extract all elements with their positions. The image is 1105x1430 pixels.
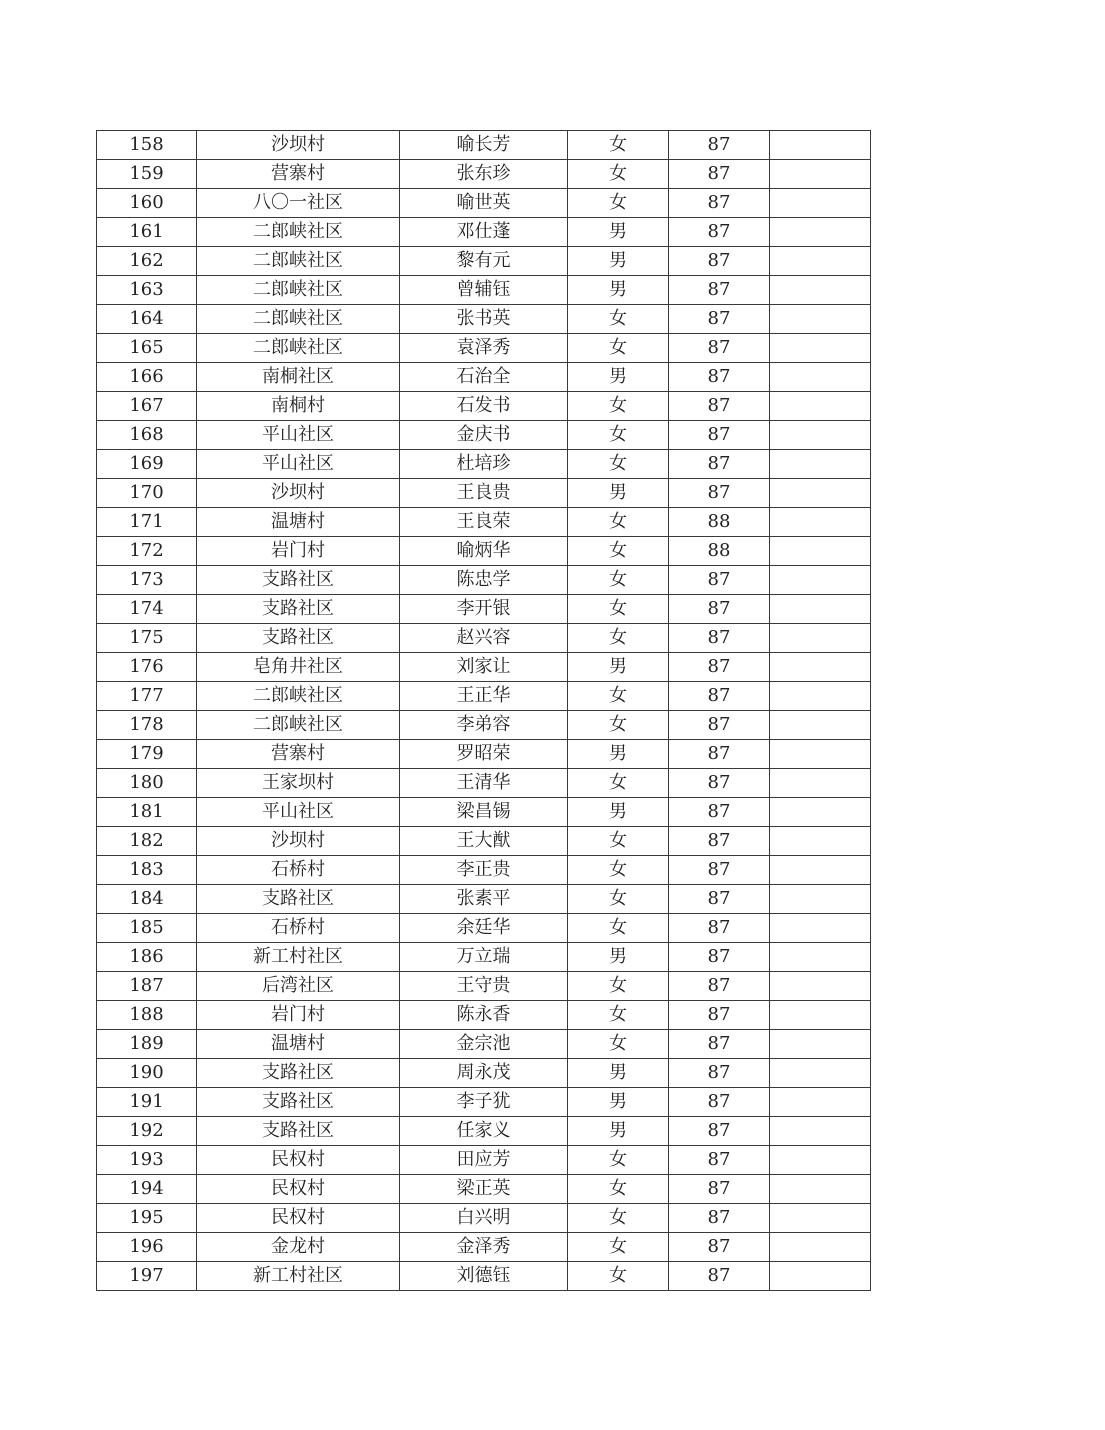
row-number-cell: 181 [97,798,197,827]
row-number-cell: 173 [97,566,197,595]
remarks-cell [770,1001,871,1030]
remarks-cell [770,943,871,972]
row-number-cell: 185 [97,914,197,943]
person-name-cell: 张书英 [400,305,568,334]
row-number-cell: 180 [97,769,197,798]
row-number-cell: 164 [97,305,197,334]
row-number-cell: 194 [97,1175,197,1204]
community-cell: 南桐社区 [197,363,400,392]
table-row [97,1088,871,1117]
person-name-cell: 田应芳 [400,1146,568,1175]
gender-cell: 女 [568,305,669,334]
remarks-cell [770,189,871,218]
gender-cell: 女 [568,914,669,943]
remarks-cell [770,1117,871,1146]
table-row [97,189,871,218]
person-name-cell: 石发书 [400,392,568,421]
community-cell: 二郎峡社区 [197,334,400,363]
remarks-cell [770,421,871,450]
row-number-cell: 161 [97,218,197,247]
table-row [97,276,871,305]
person-name-cell: 邓仕蓬 [400,218,568,247]
remarks-cell [770,131,871,160]
table-row [97,827,871,856]
community-cell: 民权村 [197,1204,400,1233]
community-cell: 二郎峡社区 [197,218,400,247]
person-name-cell: 万立瑞 [400,943,568,972]
table-row [97,421,871,450]
remarks-cell [770,653,871,682]
table-row [97,334,871,363]
row-number-cell: 191 [97,1088,197,1117]
person-name-cell: 罗昭荣 [400,740,568,769]
row-number-cell: 188 [97,1001,197,1030]
gender-cell: 女 [568,131,669,160]
person-name-cell: 王守贵 [400,972,568,1001]
person-name-cell: 赵兴容 [400,624,568,653]
community-cell: 二郎峡社区 [197,305,400,334]
row-number-cell: 159 [97,160,197,189]
row-number-cell: 176 [97,653,197,682]
age-cell: 87 [669,1088,770,1117]
remarks-cell [770,624,871,653]
age-cell: 87 [669,334,770,363]
table-row [97,769,871,798]
table-row [97,914,871,943]
community-cell: 民权村 [197,1175,400,1204]
gender-cell: 女 [568,624,669,653]
remarks-cell [770,276,871,305]
person-name-cell: 王正华 [400,682,568,711]
age-cell: 87 [669,769,770,798]
table-row [97,508,871,537]
community-cell: 二郎峡社区 [197,682,400,711]
person-name-cell: 周永茂 [400,1059,568,1088]
row-number-cell: 196 [97,1233,197,1262]
remarks-cell [770,508,871,537]
gender-cell: 男 [568,363,669,392]
gender-cell: 男 [568,247,669,276]
row-number-cell: 179 [97,740,197,769]
row-number-cell: 183 [97,856,197,885]
table-row [97,247,871,276]
gender-cell: 女 [568,595,669,624]
remarks-cell [770,711,871,740]
gender-cell: 男 [568,798,669,827]
community-cell: 支路社区 [197,624,400,653]
remarks-cell [770,479,871,508]
row-number-cell: 192 [97,1117,197,1146]
remarks-cell [770,1262,871,1291]
gender-cell: 女 [568,508,669,537]
age-cell: 87 [669,392,770,421]
table-row [97,682,871,711]
roster-body [97,131,871,1291]
table-row [97,1030,871,1059]
community-cell: 新工村社区 [197,1262,400,1291]
gender-cell: 女 [568,450,669,479]
person-name-cell: 金庆书 [400,421,568,450]
age-cell: 87 [669,479,770,508]
table-row [97,1059,871,1088]
remarks-cell [770,1175,871,1204]
community-cell: 平山社区 [197,450,400,479]
remarks-cell [770,856,871,885]
community-cell: 营寨村 [197,740,400,769]
row-number-cell: 186 [97,943,197,972]
person-name-cell: 白兴明 [400,1204,568,1233]
row-number-cell: 187 [97,972,197,1001]
age-cell: 87 [669,1117,770,1146]
gender-cell: 男 [568,479,669,508]
community-cell: 新工村社区 [197,943,400,972]
person-name-cell: 张素平 [400,885,568,914]
remarks-cell [770,769,871,798]
community-cell: 二郎峡社区 [197,276,400,305]
row-number-cell: 162 [97,247,197,276]
row-number-cell: 190 [97,1059,197,1088]
gender-cell: 男 [568,276,669,305]
age-cell: 87 [669,218,770,247]
table-row [97,798,871,827]
remarks-cell [770,566,871,595]
table-row [97,1233,871,1262]
table-row [97,131,871,160]
table-row [97,1146,871,1175]
table-row [97,479,871,508]
gender-cell: 男 [568,1117,669,1146]
community-cell: 岩门村 [197,537,400,566]
table-row [97,305,871,334]
row-number-cell: 193 [97,1146,197,1175]
community-cell: 民权村 [197,1146,400,1175]
community-cell: 支路社区 [197,566,400,595]
age-cell: 87 [669,682,770,711]
row-number-cell: 163 [97,276,197,305]
age-cell: 87 [669,189,770,218]
row-number-cell: 158 [97,131,197,160]
age-cell: 87 [669,247,770,276]
row-number-cell: 168 [97,421,197,450]
gender-cell: 女 [568,421,669,450]
remarks-cell [770,218,871,247]
community-cell: 二郎峡社区 [197,247,400,276]
person-name-cell: 王良荣 [400,508,568,537]
remarks-cell [770,740,871,769]
community-cell: 八〇一社区 [197,189,400,218]
gender-cell: 男 [568,943,669,972]
row-number-cell: 177 [97,682,197,711]
age-cell: 87 [669,1001,770,1030]
table-row [97,566,871,595]
age-cell: 87 [669,711,770,740]
table-row [97,653,871,682]
row-number-cell: 182 [97,827,197,856]
table-row [97,537,871,566]
age-cell: 87 [669,885,770,914]
community-cell: 支路社区 [197,595,400,624]
gender-cell: 女 [568,711,669,740]
person-name-cell: 梁正英 [400,1175,568,1204]
remarks-cell [770,160,871,189]
age-cell: 87 [669,798,770,827]
gender-cell: 男 [568,653,669,682]
row-number-cell: 195 [97,1204,197,1233]
remarks-cell [770,885,871,914]
table-row [97,595,871,624]
person-name-cell: 李开银 [400,595,568,624]
person-name-cell: 喻长芳 [400,131,568,160]
roster-table [96,130,871,1291]
age-cell: 87 [669,566,770,595]
age-cell: 87 [669,943,770,972]
age-cell: 87 [669,972,770,1001]
row-number-cell: 178 [97,711,197,740]
person-name-cell: 余廷华 [400,914,568,943]
age-cell: 87 [669,363,770,392]
table-row [97,1204,871,1233]
table-row [97,1001,871,1030]
table-row [97,392,871,421]
community-cell: 温塘村 [197,1030,400,1059]
person-name-cell: 曾辅钰 [400,276,568,305]
age-cell: 87 [669,856,770,885]
gender-cell: 女 [568,1204,669,1233]
person-name-cell: 喻炳华 [400,537,568,566]
table-row [97,972,871,1001]
gender-cell: 男 [568,218,669,247]
age-cell: 87 [669,624,770,653]
table-row [97,943,871,972]
gender-cell: 女 [568,1262,669,1291]
remarks-cell [770,1204,871,1233]
community-cell: 支路社区 [197,885,400,914]
community-cell: 王家坝村 [197,769,400,798]
row-number-cell: 175 [97,624,197,653]
community-cell: 支路社区 [197,1117,400,1146]
age-cell: 87 [669,276,770,305]
age-cell: 87 [669,595,770,624]
table-row [97,160,871,189]
person-name-cell: 喻世英 [400,189,568,218]
person-name-cell: 杜培珍 [400,450,568,479]
table-row [97,740,871,769]
gender-cell: 男 [568,740,669,769]
row-number-cell: 171 [97,508,197,537]
remarks-cell [770,305,871,334]
row-number-cell: 189 [97,1030,197,1059]
community-cell: 二郎峡社区 [197,711,400,740]
person-name-cell: 李正贵 [400,856,568,885]
community-cell: 平山社区 [197,421,400,450]
person-name-cell: 梁昌锡 [400,798,568,827]
community-cell: 后湾社区 [197,972,400,1001]
gender-cell: 女 [568,1146,669,1175]
gender-cell: 女 [568,1175,669,1204]
person-name-cell: 金泽秀 [400,1233,568,1262]
age-cell: 87 [669,421,770,450]
gender-cell: 女 [568,769,669,798]
community-cell: 沙坝村 [197,131,400,160]
person-name-cell: 陈忠学 [400,566,568,595]
table-row [97,450,871,479]
row-number-cell: 172 [97,537,197,566]
gender-cell: 女 [568,827,669,856]
age-cell: 87 [669,914,770,943]
age-cell: 87 [669,1262,770,1291]
gender-cell: 女 [568,1030,669,1059]
remarks-cell [770,334,871,363]
table-row [97,856,871,885]
age-cell: 87 [669,653,770,682]
person-name-cell: 张东珍 [400,160,568,189]
remarks-cell [770,798,871,827]
gender-cell: 女 [568,537,669,566]
table-row [97,1262,871,1291]
community-cell: 支路社区 [197,1059,400,1088]
age-cell: 87 [669,1146,770,1175]
row-number-cell: 174 [97,595,197,624]
gender-cell: 女 [568,856,669,885]
remarks-cell [770,827,871,856]
age-cell: 88 [669,537,770,566]
person-name-cell: 李弟容 [400,711,568,740]
remarks-cell [770,914,871,943]
table-row [97,218,871,247]
table-row [97,1175,871,1204]
table-row [97,624,871,653]
community-cell: 支路社区 [197,1088,400,1117]
person-name-cell: 袁泽秀 [400,334,568,363]
remarks-cell [770,1030,871,1059]
remarks-cell [770,595,871,624]
age-cell: 87 [669,1059,770,1088]
row-number-cell: 165 [97,334,197,363]
gender-cell: 女 [568,1001,669,1030]
gender-cell: 女 [568,682,669,711]
community-cell: 沙坝村 [197,827,400,856]
remarks-cell [770,972,871,1001]
remarks-cell [770,1233,871,1262]
age-cell: 87 [669,305,770,334]
table-row [97,363,871,392]
community-cell: 温塘村 [197,508,400,537]
row-number-cell: 170 [97,479,197,508]
community-cell: 岩门村 [197,1001,400,1030]
person-name-cell: 陈永香 [400,1001,568,1030]
gender-cell: 女 [568,392,669,421]
age-cell: 87 [669,1233,770,1262]
age-cell: 87 [669,450,770,479]
row-number-cell: 160 [97,189,197,218]
community-cell: 石桥村 [197,914,400,943]
gender-cell: 男 [568,1088,669,1117]
row-number-cell: 166 [97,363,197,392]
age-cell: 88 [669,508,770,537]
remarks-cell [770,1146,871,1175]
remarks-cell [770,682,871,711]
gender-cell: 女 [568,885,669,914]
gender-cell: 女 [568,972,669,1001]
person-name-cell: 任家义 [400,1117,568,1146]
age-cell: 87 [669,740,770,769]
row-number-cell: 169 [97,450,197,479]
remarks-cell [770,1059,871,1088]
age-cell: 87 [669,160,770,189]
person-name-cell: 刘德钰 [400,1262,568,1291]
person-name-cell: 王清华 [400,769,568,798]
community-cell: 沙坝村 [197,479,400,508]
person-name-cell: 金宗池 [400,1030,568,1059]
person-name-cell: 黎有元 [400,247,568,276]
remarks-cell [770,392,871,421]
row-number-cell: 167 [97,392,197,421]
remarks-cell [770,363,871,392]
table-row [97,711,871,740]
community-cell: 金龙村 [197,1233,400,1262]
age-cell: 87 [669,827,770,856]
gender-cell: 男 [568,1059,669,1088]
age-cell: 87 [669,131,770,160]
gender-cell: 女 [568,334,669,363]
gender-cell: 女 [568,189,669,218]
community-cell: 营寨村 [197,160,400,189]
person-name-cell: 石治全 [400,363,568,392]
person-name-cell: 王良贵 [400,479,568,508]
remarks-cell [770,247,871,276]
person-name-cell: 王大猷 [400,827,568,856]
remarks-cell [770,537,871,566]
remarks-cell [770,450,871,479]
gender-cell: 女 [568,566,669,595]
age-cell: 87 [669,1175,770,1204]
row-number-cell: 184 [97,885,197,914]
row-number-cell: 197 [97,1262,197,1291]
community-cell: 皂角井社区 [197,653,400,682]
table-row [97,885,871,914]
table-row [97,1117,871,1146]
age-cell: 87 [669,1204,770,1233]
community-cell: 平山社区 [197,798,400,827]
gender-cell: 女 [568,1233,669,1262]
remarks-cell [770,1088,871,1117]
person-name-cell: 刘家让 [400,653,568,682]
gender-cell: 女 [568,160,669,189]
age-cell: 87 [669,1030,770,1059]
community-cell: 石桥村 [197,856,400,885]
person-name-cell: 李子犹 [400,1088,568,1117]
community-cell: 南桐村 [197,392,400,421]
